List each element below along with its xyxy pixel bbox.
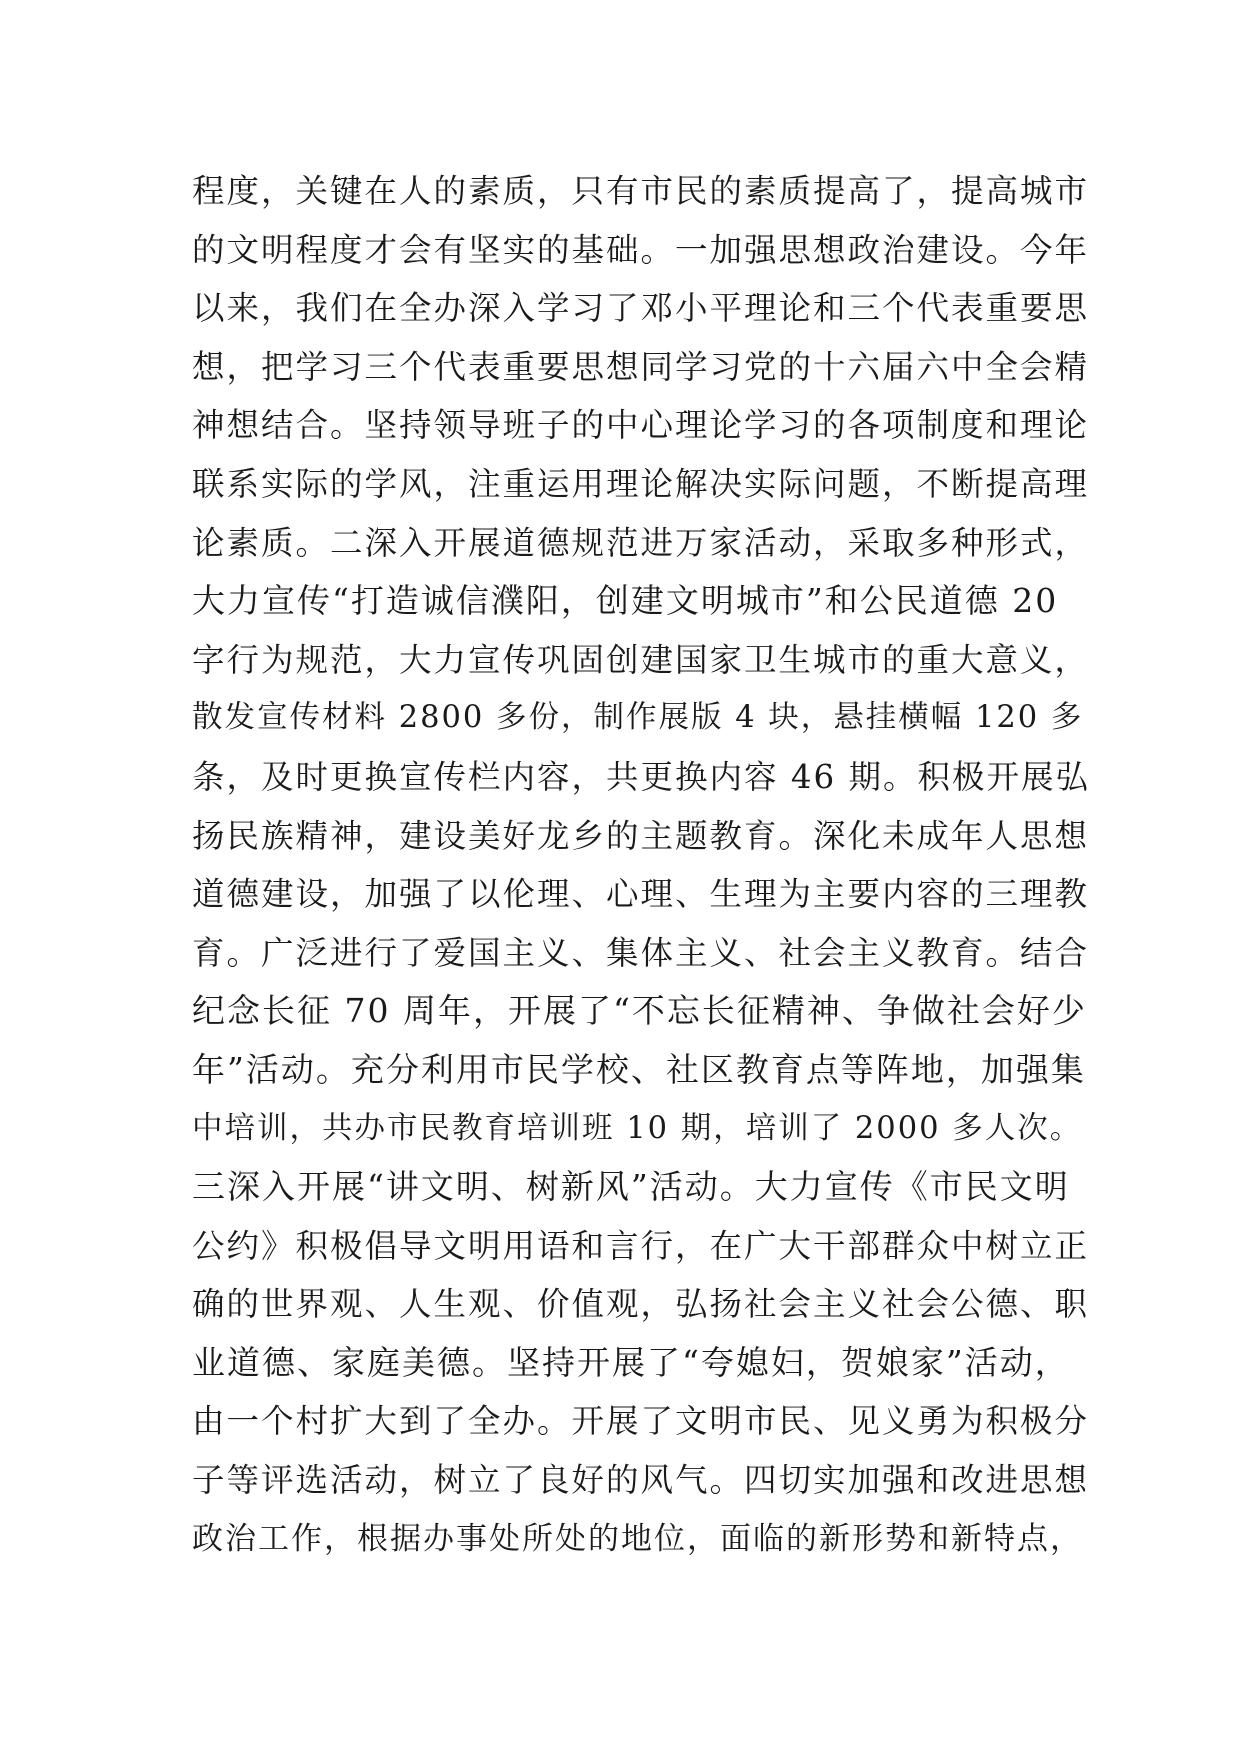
body-text (192, 162, 1091, 1568)
text-line-15: 纪念长征 70 周年，开展了“不忘长征精神、争做社会好少 (192, 991, 1087, 1031)
text-line-2: 的文明程度才会有坚实的基础。一加强思想政治建设。今年 (192, 230, 1090, 269)
text-line-16: 年”活动。充分利用市民学校、社区教育点等阵地，加强集 (192, 1049, 1086, 1089)
text-line-12: 扬民族精神，建设美好龙乡的主题教育。深化未成年人思想 (192, 816, 1090, 855)
text-line-11: 条，及时更换宣传栏内容，共更换内容 46 期。积极开展弘 (192, 757, 1091, 796)
text-line-5: 神想结合。坚持领导班子的中心理论学习的各项制度和理论 (192, 406, 1090, 445)
text-line-3: 以来，我们在全办深入学习了邓小平理论和三个代表重要思 (192, 289, 1090, 328)
text-line-6: 联系实际的学风，注重运用理论解决实际问题，不断提高理 (192, 464, 1090, 503)
text-line-23: 子等评选活动，树立了良好的风气。四切实加强和改进思想 (192, 1461, 1090, 1500)
text-line-19: 公约》积极倡导文明用语和言行，在广大干部群众中树立正 (192, 1226, 1090, 1265)
text-line-8: 大力宣传“打造诚信濮阳，创建文明城市”和公民道德 20 (192, 581, 1059, 621)
text-line-21: 业道德、家庭美德。坚持开展了“夸媳妇，贺娘家”活动， (192, 1342, 1070, 1382)
text-line-1: 程度，关键在人的素质，只有市民的素质提高了，提高城市 (192, 172, 1090, 210)
text-line-7: 论素质。二深入开展道德规范进万家活动，采取多种形式， (192, 523, 1090, 562)
text-line-17: 中培训，共办市民教育培训班 10 期，培训了 2000 多人次。 (192, 1110, 1083, 1146)
text-line-10: 散发宣传材料 2800 多份，制作展版 4 块，悬挂横幅 120 多 (192, 700, 1084, 736)
text-line-9: 字行为规范，大力宣传巩固创建国家卫生城市的重大意义， (192, 640, 1090, 679)
text-line-14: 育。广泛进行了爱国主义、集体主义、社会主义教育。结合 (192, 933, 1090, 972)
text-line-24: 政治工作，根据办事处所处的地位，面临的新形势和新特点， (192, 1520, 1083, 1557)
text-line-4: 想，把学习三个代表重要思想同学习党的十六届六中全会精 (192, 347, 1090, 386)
text-line-20: 确的世界观、人生观、价值观，弘扬社会主义社会公德、职 (192, 1285, 1090, 1324)
text-line-18: 三深入开展“讲文明、树新风”活动。大力宣传《市民文明 (192, 1167, 1070, 1207)
text-line-22: 由一个村扩大到了全办。开展了文明市民、见义勇为积极分 (192, 1402, 1090, 1441)
text-line-13: 道德建设，加强了以伦理、心理、生理为主要内容的三理教 (192, 875, 1090, 914)
